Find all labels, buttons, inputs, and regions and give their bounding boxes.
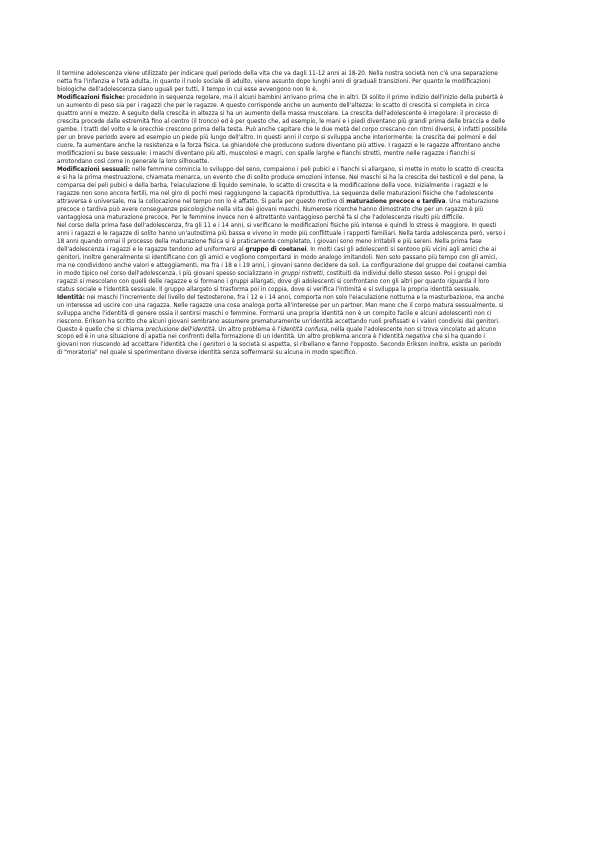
identity-paragraph <box>57 295 507 359</box>
peer-group-text-b: . In molti casi gli adolescenti si sentono più vicini agli amici che ai genitori, inoltre generalmente si identificano con gli amici e vogliono comportarsi in modo analogo imitandoli. Non solo passano più tempo con gli amici, ma ne condividono anche valori e atteggiamenti, ma fra i 18 e i 19 anni, i giovani sanno decidere da soli. La configurazione del gruppo dei coetanei cambia in modo tipico nel corso dell'adolescenza. I più giovani spesso socializzano in <box>57 246 507 277</box>
identity-text-d: che si ha quando i giovani non riuscendo ad accettare l'identità che i genitori o la società si aspetta, si ribellano e fanno l'opposto. Secondo Erikson inoltre, esiste un periodo di "moratoria" nel quale si sperimentano diverse identità senza soffermarsi su alcuna in modo specifico. <box>57 334 502 357</box>
identity-negative-term: negativa <box>405 334 431 341</box>
physical-changes-text: procedono in sequenza regolare, ma il alcuni bambini arrivano prima che in altri. Di solito il primo indizio dell'inizio della pubertà è un aumento di peso sia per i ragazzi che per le ragazze. A questo corrisponde anche un aumento dell'altezza: lo scatto di crescita si completa in circa quattro anni e mezzo. A seguito della crescita in altezza si ha un aumento della massa muscolare. La crescita dell'adolescente è irregolare: il processo di crescita procede dalle estremità fino al centro (il tronco) ed è per questo che, ad esempio, le mani e i piedi diventano più grandi prima delle braccia e delle gambe. I tratti del volto e le orecchie crescono prima della testa. Può anche capitare che le due metà del corpo crescano con ritmi diversi, è infatti possibile per un breve periodo avere ad esempio un piede più lungo dell'altro. In questi anni il corpo si sviluppa anche interiormente: la crescita dei polmoni e del cuore, fa aumentare anche la resistenza e la forza fisica. Le ghiandole che producono sudore diventano più attive. I ragazzi e le ragazze affrontano anche modificazioni su base sessuale: i maschi diventano più alti, muscolosi e magri, con spalle larghe e fianchi stretti, mentre nelle ragazze i fianchi si arrotondano così come in generale la loro silhouette. <box>57 94 507 165</box>
sexual-changes-paragraph <box>57 167 507 223</box>
maturation-term: maturazione precoce e tardiva <box>346 198 446 205</box>
document-page <box>57 71 507 358</box>
peer-group-text-c: , costituiti da individui dello stesso sesso. Poi i gruppi dei ragazzi si mescolano con quelli delle ragazze e si formano i gruppi allargati, dove gli adolescenti si confrontano con gli altri per quanto riguarda il loro status sociale e l'identità sessuale. Il gruppo allargato si trasforma poi in coppia, dove si verifica l'intimità e si sviluppa la propria identità sessuale. <box>57 270 490 293</box>
peer-group-text-a: Nel corso della prima fase dell'adolescenza, fra gli 11 e i 14 anni, si verificano le modificazioni fisiche più intense e quindi lo stress è maggiore. In questi anni i ragazzi e le ragazze di solito hanno un'autostima più bassa e vivono in modo più conflittuale i rapporti familiari. Nella tarda adolescenza però, verso i 18 anni quando ormai il processo della maturazione fisica si è praticamente completato, i giovani sono meno irritabili e più sereni. Nella prima fase dell'adolescenza i ragazzi e le ragazze tendono ad uniformarsi al <box>57 222 506 253</box>
sexual-changes-heading: Modificazioni sessuali: <box>57 166 131 173</box>
physical-changes-paragraph <box>57 95 507 167</box>
identity-heading: Identità: <box>57 294 85 301</box>
identity-confused-term: identità confusa <box>280 326 328 333</box>
physical-changes-heading: Modificazioni fisiche: <box>57 94 126 101</box>
identity-foreclosure-term: preclusione dell'identità <box>145 326 215 333</box>
identity-text-c: , nella quale l'adolescente non si trova vincolato ad alcuno scopo ed è in una situazione di apatia nei confronti della formazione di un identità. Un altro problema ancora è l'identità <box>57 326 497 341</box>
intro-paragraph <box>57 71 507 95</box>
intro-text: Il termine adolescenza viene utilizzato per indicare quel periodo della vita che va dagli 11-12 anni ai 18-20. Nella nostra società non c'è una separazione netta fra l'infanzia e l'età adulta, in quanto il ruolo sociale di adulto, viene assunto dopo lunghi anni di graduali transizioni. Per quanto le modificazioni biologiche dell'adolescenza siano uguali per tutti, il tempo in cui esse avvengono non lo è. <box>57 71 498 93</box>
peer-group-paragraph <box>57 223 507 295</box>
sexual-changes-text-a: nelle femmine comincia lo sviluppo del seno, compaiono i peli pubici e i fianchi si allargano, si mette in moto lo scatto di crescita e si ha la prima mestruazione, chiamata menarca, un evento che di solito produce emozioni intense. Nei maschi si ha la crescita dei testicoli e del pene, la comparsa dei peli pubici e della barba, l'eiaculazione di liquido seminale, lo scatto di crescita e la modificazione della voce. Inizialmente i ragazzi e le ragazze non sono ancora fertili, ma nel giro di pochi mesi raggiungono la capacità riproduttiva. La sequenza delle maturazioni fisiche che l'adolescente attraversa è universale, ma la collocazione nel tempo non lo è affatto. Si parla per questo motivo di <box>57 166 504 205</box>
sexual-changes-text-b: . Una maturazione precoce o tardiva può avere conseguenze psicologiche nella vita dei giovani maschi. Numerose ricerche hanno dimostrato che per un ragazzo è più vantaggiosa una maturazione precoce. Per le femmine invece non è altrettanto vantaggioso perché fa sì che l'adolescenza risulti più difficile. <box>57 198 499 221</box>
identity-text-a: nei maschi l'incremento del livello del testosterone, fra i 12 e i 14 anni, comporta non solo l'eiaculazione notturna e la masturbazione, ma anche un interesse ad uscire con una ragazza. Nelle ragazze una cosa analoga porta all'interesse per un partner. Man mano che il corpo matura sessualmente, si sviluppa anche l'identità di genere ossia il sentirsi maschi o femmine. Formarsi una propria identità non è un compito facile e alcuni adolescenti non ci riescono. Erikson ha scritto che alcuni giovani sembrano assumere prematuramente un'identità accettando ruoli prefissati e i valori condivisi dai genitori. Questo è quello che si chiama <box>57 294 504 333</box>
identity-text-b: . Un altro problema è l' <box>214 326 281 333</box>
small-groups-term: gruppi ristretti <box>281 270 323 277</box>
peer-group-term: gruppo di coetanei <box>245 246 307 253</box>
